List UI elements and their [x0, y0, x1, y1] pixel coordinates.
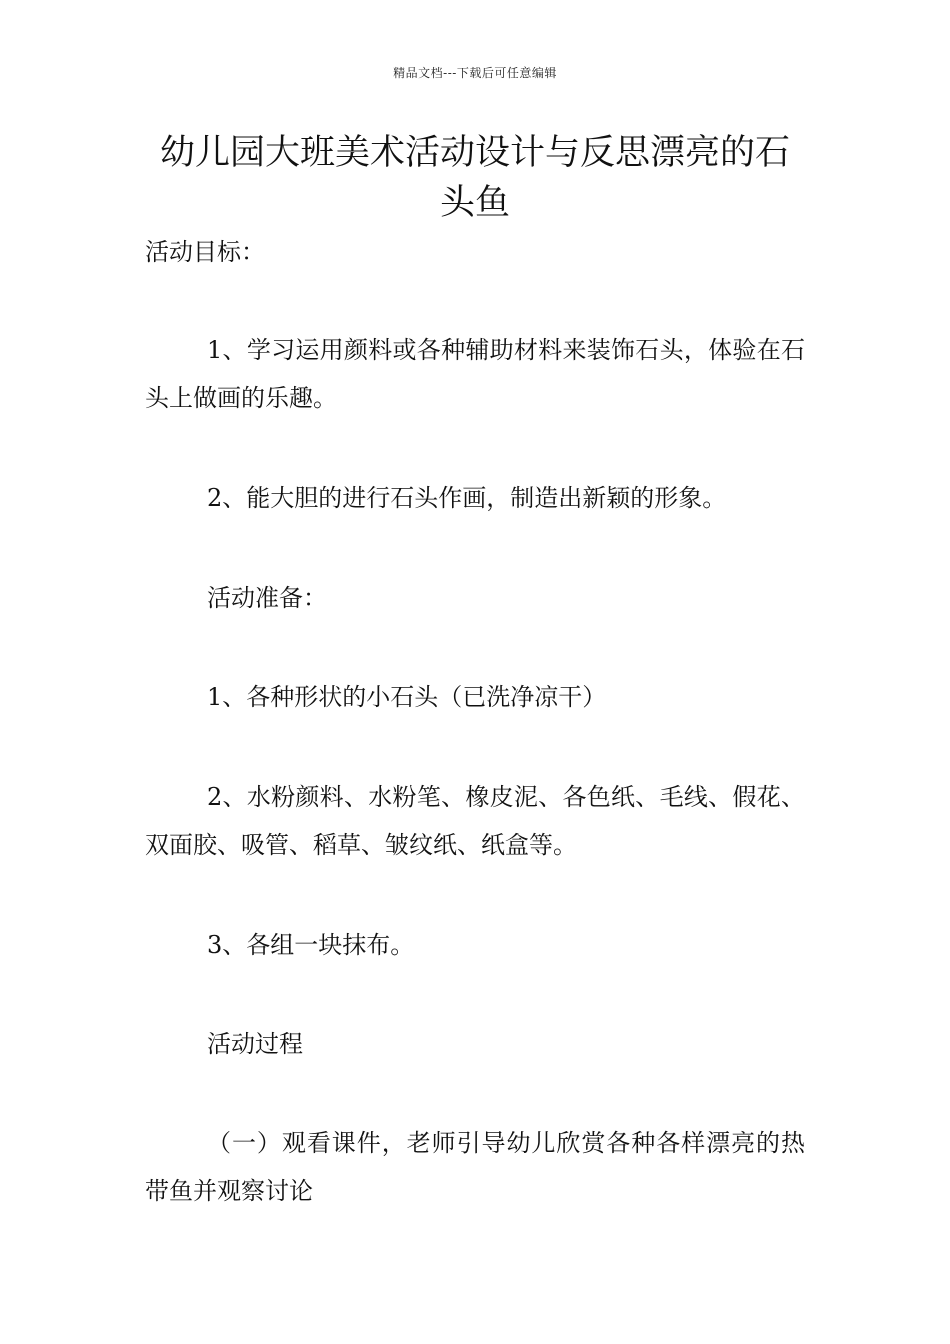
paragraph-prep-3: 3、各组一块抹布。 [207, 931, 415, 959]
paragraph-prep-1: 1、各种形状的小石头（已洗净凉干） [207, 683, 607, 711]
header-note: 精品文档---下载后可任意编辑 [393, 66, 557, 80]
paragraph-goal-1: 1、学习运用颜料或各种辅助材料来装饰石头，体验在石头上做画的乐趣。 [145, 336, 805, 412]
section-heading-goals: 活动目标： [145, 238, 265, 266]
paragraph-process-1: （一）观看课件，老师引导幼儿欣赏各种各样漂亮的热带鱼并观察讨论 [145, 1129, 805, 1205]
paragraph-goal-2: 2、能大胆的进行石头作画，制造出新颖的形象。 [207, 484, 727, 512]
document-title: 幼儿园大班美术活动设计与反思漂亮的石头鱼 [159, 133, 790, 223]
section-heading-preparation: 活动准备： [207, 584, 327, 612]
section-heading-process: 活动过程 [207, 1030, 303, 1058]
paragraph-prep-2: 2、水粉颜料、水粉笔、橡皮泥、各色纸、毛线、假花、双面胶、吸管、稻草、皱纹纸、纸盒等。 [145, 783, 805, 859]
